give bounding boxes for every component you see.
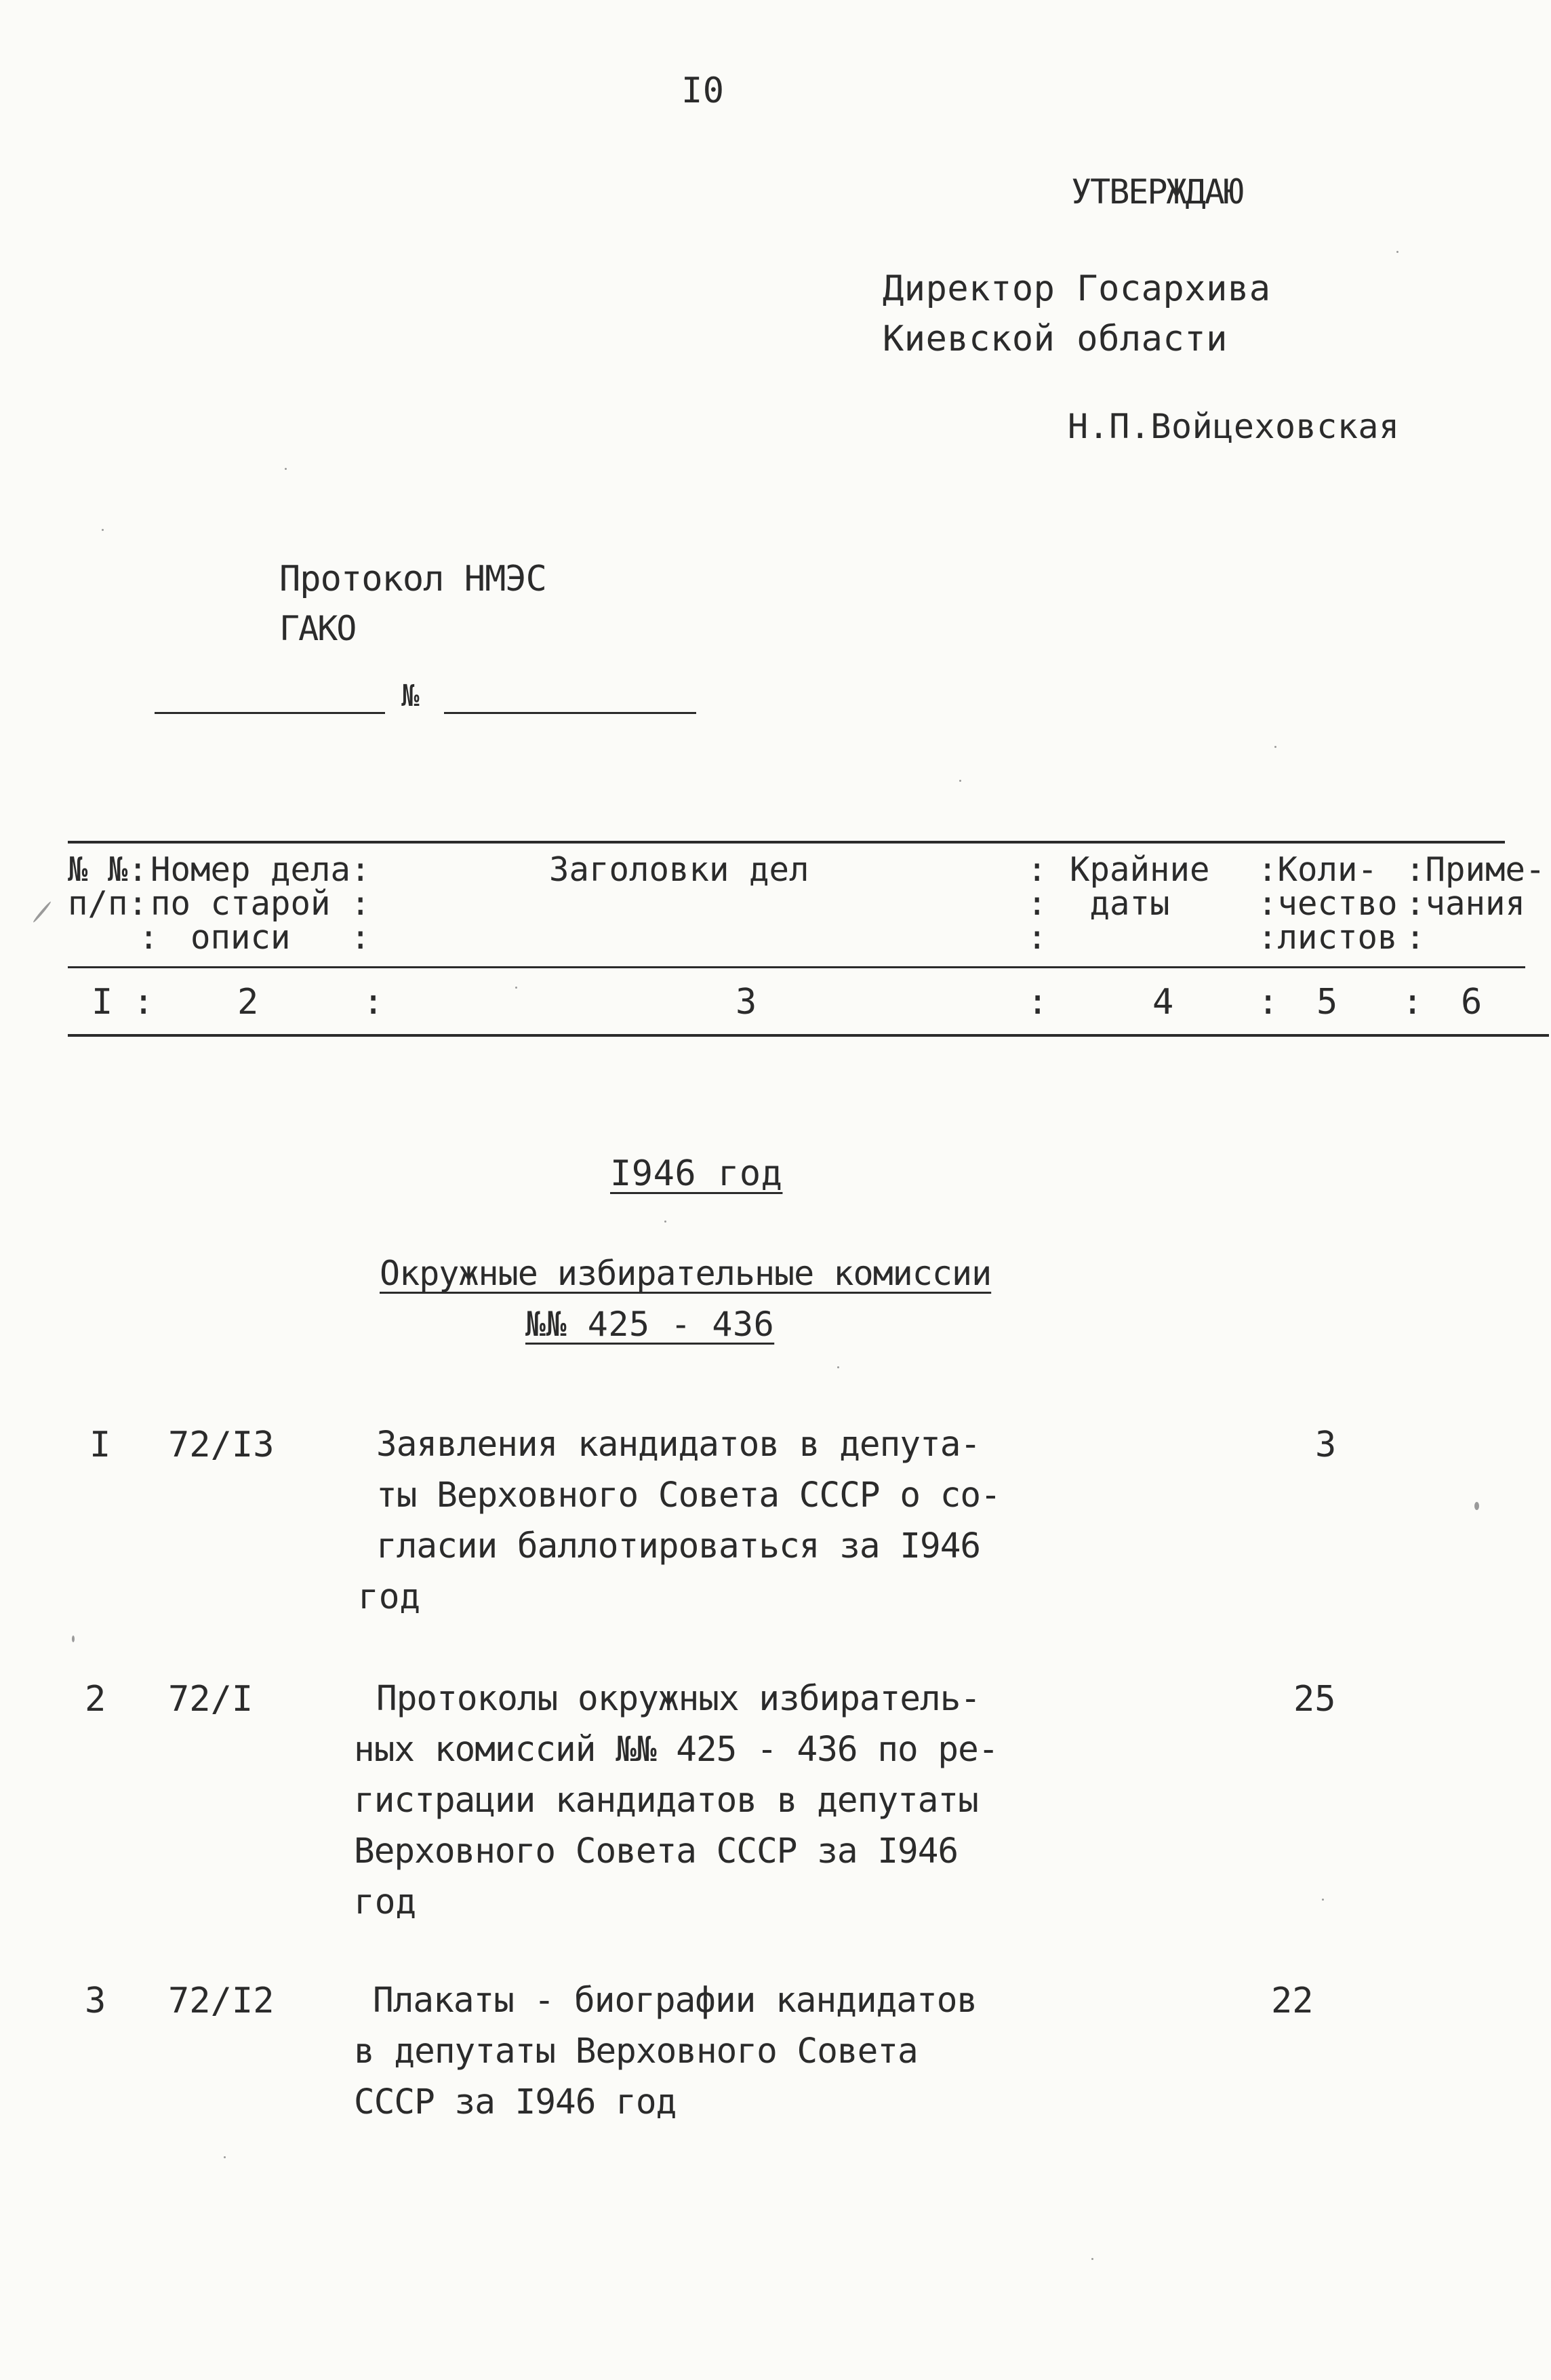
header-col3-sep3: : xyxy=(1027,918,1047,957)
entry-title-line: год xyxy=(358,1577,421,1617)
entry-title-line: ты Верховного Совета СССР о со- xyxy=(376,1475,1001,1515)
header-col1-line3: : xyxy=(119,918,159,957)
entry-title-line: год xyxy=(354,1882,417,1922)
protocol-org: ГАКО xyxy=(279,609,356,648)
header-col2-line2: по старой : xyxy=(150,884,371,923)
header-col3: Заголовки дел xyxy=(549,850,809,889)
protocol-date-line xyxy=(155,712,385,714)
header-col6-line3: : xyxy=(1405,918,1426,957)
colnum-2: 2 xyxy=(237,982,259,1023)
approval-region-line: Киевской области xyxy=(883,319,1228,359)
colnum-sep-3: : xyxy=(1027,982,1049,1023)
header-col6-line1: :Приме- xyxy=(1405,850,1546,889)
section-commission-numbers: №№ 425 - 436 xyxy=(525,1305,775,1344)
page-number: I0 xyxy=(681,71,725,111)
header-col2-line3: описи : xyxy=(150,918,371,957)
entry-title-line: Плакаты - биографии кандидатов xyxy=(373,1981,978,2021)
entry-title-line: в депутаты Верховного Совета xyxy=(354,2031,918,2071)
colnum-sep-2: : xyxy=(363,982,384,1023)
colnum-1: I xyxy=(92,982,113,1023)
entry-title-line: Протоколы окружных избиратель- xyxy=(376,1679,981,1719)
header-col4-line2: даты xyxy=(1070,884,1170,923)
approval-director-line: Директор Госархива xyxy=(883,269,1271,309)
entry-title-line: СССР за I946 год xyxy=(354,2082,677,2122)
table-top-rule xyxy=(68,841,1505,844)
table-bottom-rule xyxy=(68,1034,1549,1037)
entry-old-number: 72/I xyxy=(168,1679,254,1720)
entry-number: 2 xyxy=(85,1679,106,1720)
entry-old-number: 72/I2 xyxy=(168,1981,275,2021)
table-mid-rule xyxy=(68,966,1525,968)
entry-number: I xyxy=(89,1425,111,1465)
header-col5-line1: :Коли- xyxy=(1257,850,1378,889)
entry-title-line: ных комиссий №№ 425 - 436 по ре- xyxy=(354,1730,999,1770)
header-col1-line2: п/п: xyxy=(68,884,148,923)
entry-sheet-count: 3 xyxy=(1315,1425,1337,1465)
header-col5-line3: :листов xyxy=(1257,918,1398,957)
entry-title-line: Верховного Совета СССР за I946 xyxy=(354,1831,959,1871)
entry-number: 3 xyxy=(85,1981,106,2021)
colnum-6: 6 xyxy=(1461,982,1483,1023)
colnum-5: 5 xyxy=(1316,982,1338,1023)
entry-old-number: 72/I3 xyxy=(168,1425,275,1465)
header-col1-line1: № №: xyxy=(68,850,148,889)
header-col3-sep1: : xyxy=(1027,850,1047,889)
entry-sheet-count: 22 xyxy=(1271,1981,1314,2021)
colnum-sep-5: : xyxy=(1402,982,1424,1023)
colnum-sep-4: : xyxy=(1257,982,1279,1023)
protocol-title: Протокол НМЭС xyxy=(279,559,546,599)
entry-title-line: Заявления кандидатов в депута- xyxy=(376,1425,981,1465)
approval-heading: УТВЕРЖДАЮ xyxy=(1071,172,1243,212)
entry-title-line: гистрации кандидатов в депутаты xyxy=(354,1781,978,1821)
header-col5-line2: :чество xyxy=(1257,884,1398,923)
header-col2-line1: Номер дела: xyxy=(150,850,371,889)
header-col3-sep2: : xyxy=(1027,884,1047,923)
colnum-4: 4 xyxy=(1152,982,1174,1023)
header-col6-line2: :чания xyxy=(1405,884,1526,923)
protocol-number-sign: № xyxy=(401,679,420,713)
section-title: Окружные избирательные комиссии xyxy=(380,1254,992,1293)
section-year: I946 год xyxy=(610,1153,783,1194)
approval-signer: Н.П.Войцеховская xyxy=(1068,407,1400,446)
entry-sheet-count: 25 xyxy=(1293,1679,1336,1720)
entry-title-line: гласии баллотироваться за I946 xyxy=(376,1526,981,1566)
header-col4-line1: Крайние xyxy=(1070,850,1210,889)
protocol-number-line xyxy=(444,712,696,714)
colnum-3: 3 xyxy=(736,982,757,1023)
colnum-sep-1: : xyxy=(133,982,155,1023)
